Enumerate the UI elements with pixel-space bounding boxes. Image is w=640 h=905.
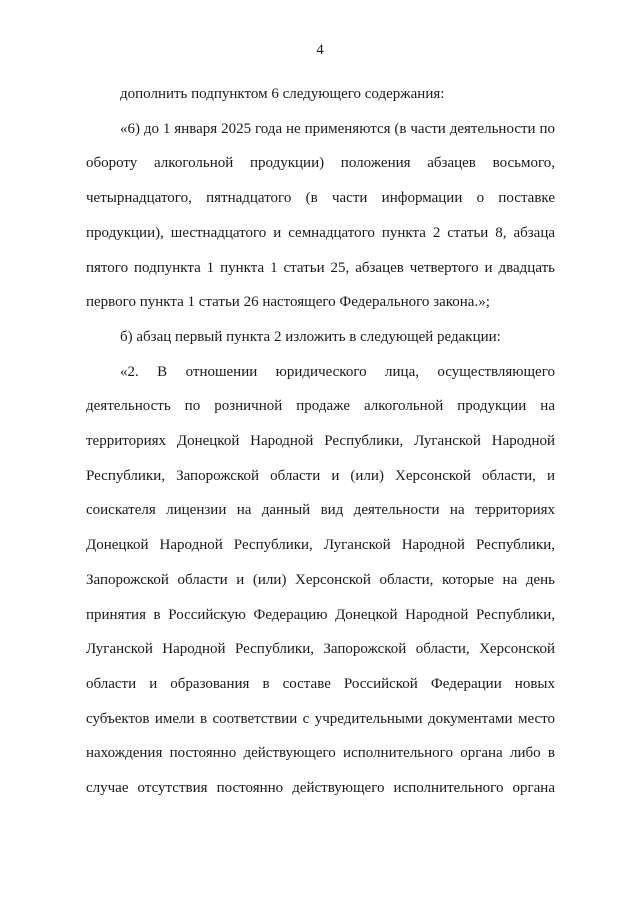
paragraph-b: б) абзац первый пункта 2 изложить в следующей редакции: bbox=[120, 328, 501, 345]
document-body bbox=[86, 77, 555, 806]
paragraph-point-2: «2. В отношении юридического лица, осуществляющего деятельность по розничной продаже алкогольной продукции на территориях Донецкой Народной Республики, Луганской Народной Республики, Запорожской области и (или) Херсонской области, и соискателя лицензии на данный вид деятельности на территориях Донецкой Народной Республики, Луганской Народной Республики, Запорожской области и (или) Херсонской области, которые на день принятия в Российскую Федерацию Донецкой Народной Республики, Луганской Народной Республики, Запорожской области, Херсонской области и образования в составе Российской Федерации новых субъектов имели в соответствии с учредительными документами место нахождения постоянно действующего исполнительного органа либо в случае отсутствия постоянно действующего исполнительного органа bbox=[86, 363, 555, 797]
paragraph-intro: дополнить подпунктом 6 следующего содержания: bbox=[120, 86, 445, 102]
paragraph-subpoint-6: «6) до 1 января 2025 года не применяются (в части деятельности по обороту алкогольной продукции) положения абзацев восьмого, четырнадцатого, пятнадцатого (в части информации о поставке продукции), шестнадцатого и семнадцатого пункта 2 статьи 8, абзаца пятого подпункта 1 пункта 1 статьи 25, абзацев четвертого и двадцать первого пункта 1 статьи 26 настоящего Федерального закона.»; bbox=[86, 120, 555, 311]
page-number: 4 bbox=[316, 42, 324, 58]
